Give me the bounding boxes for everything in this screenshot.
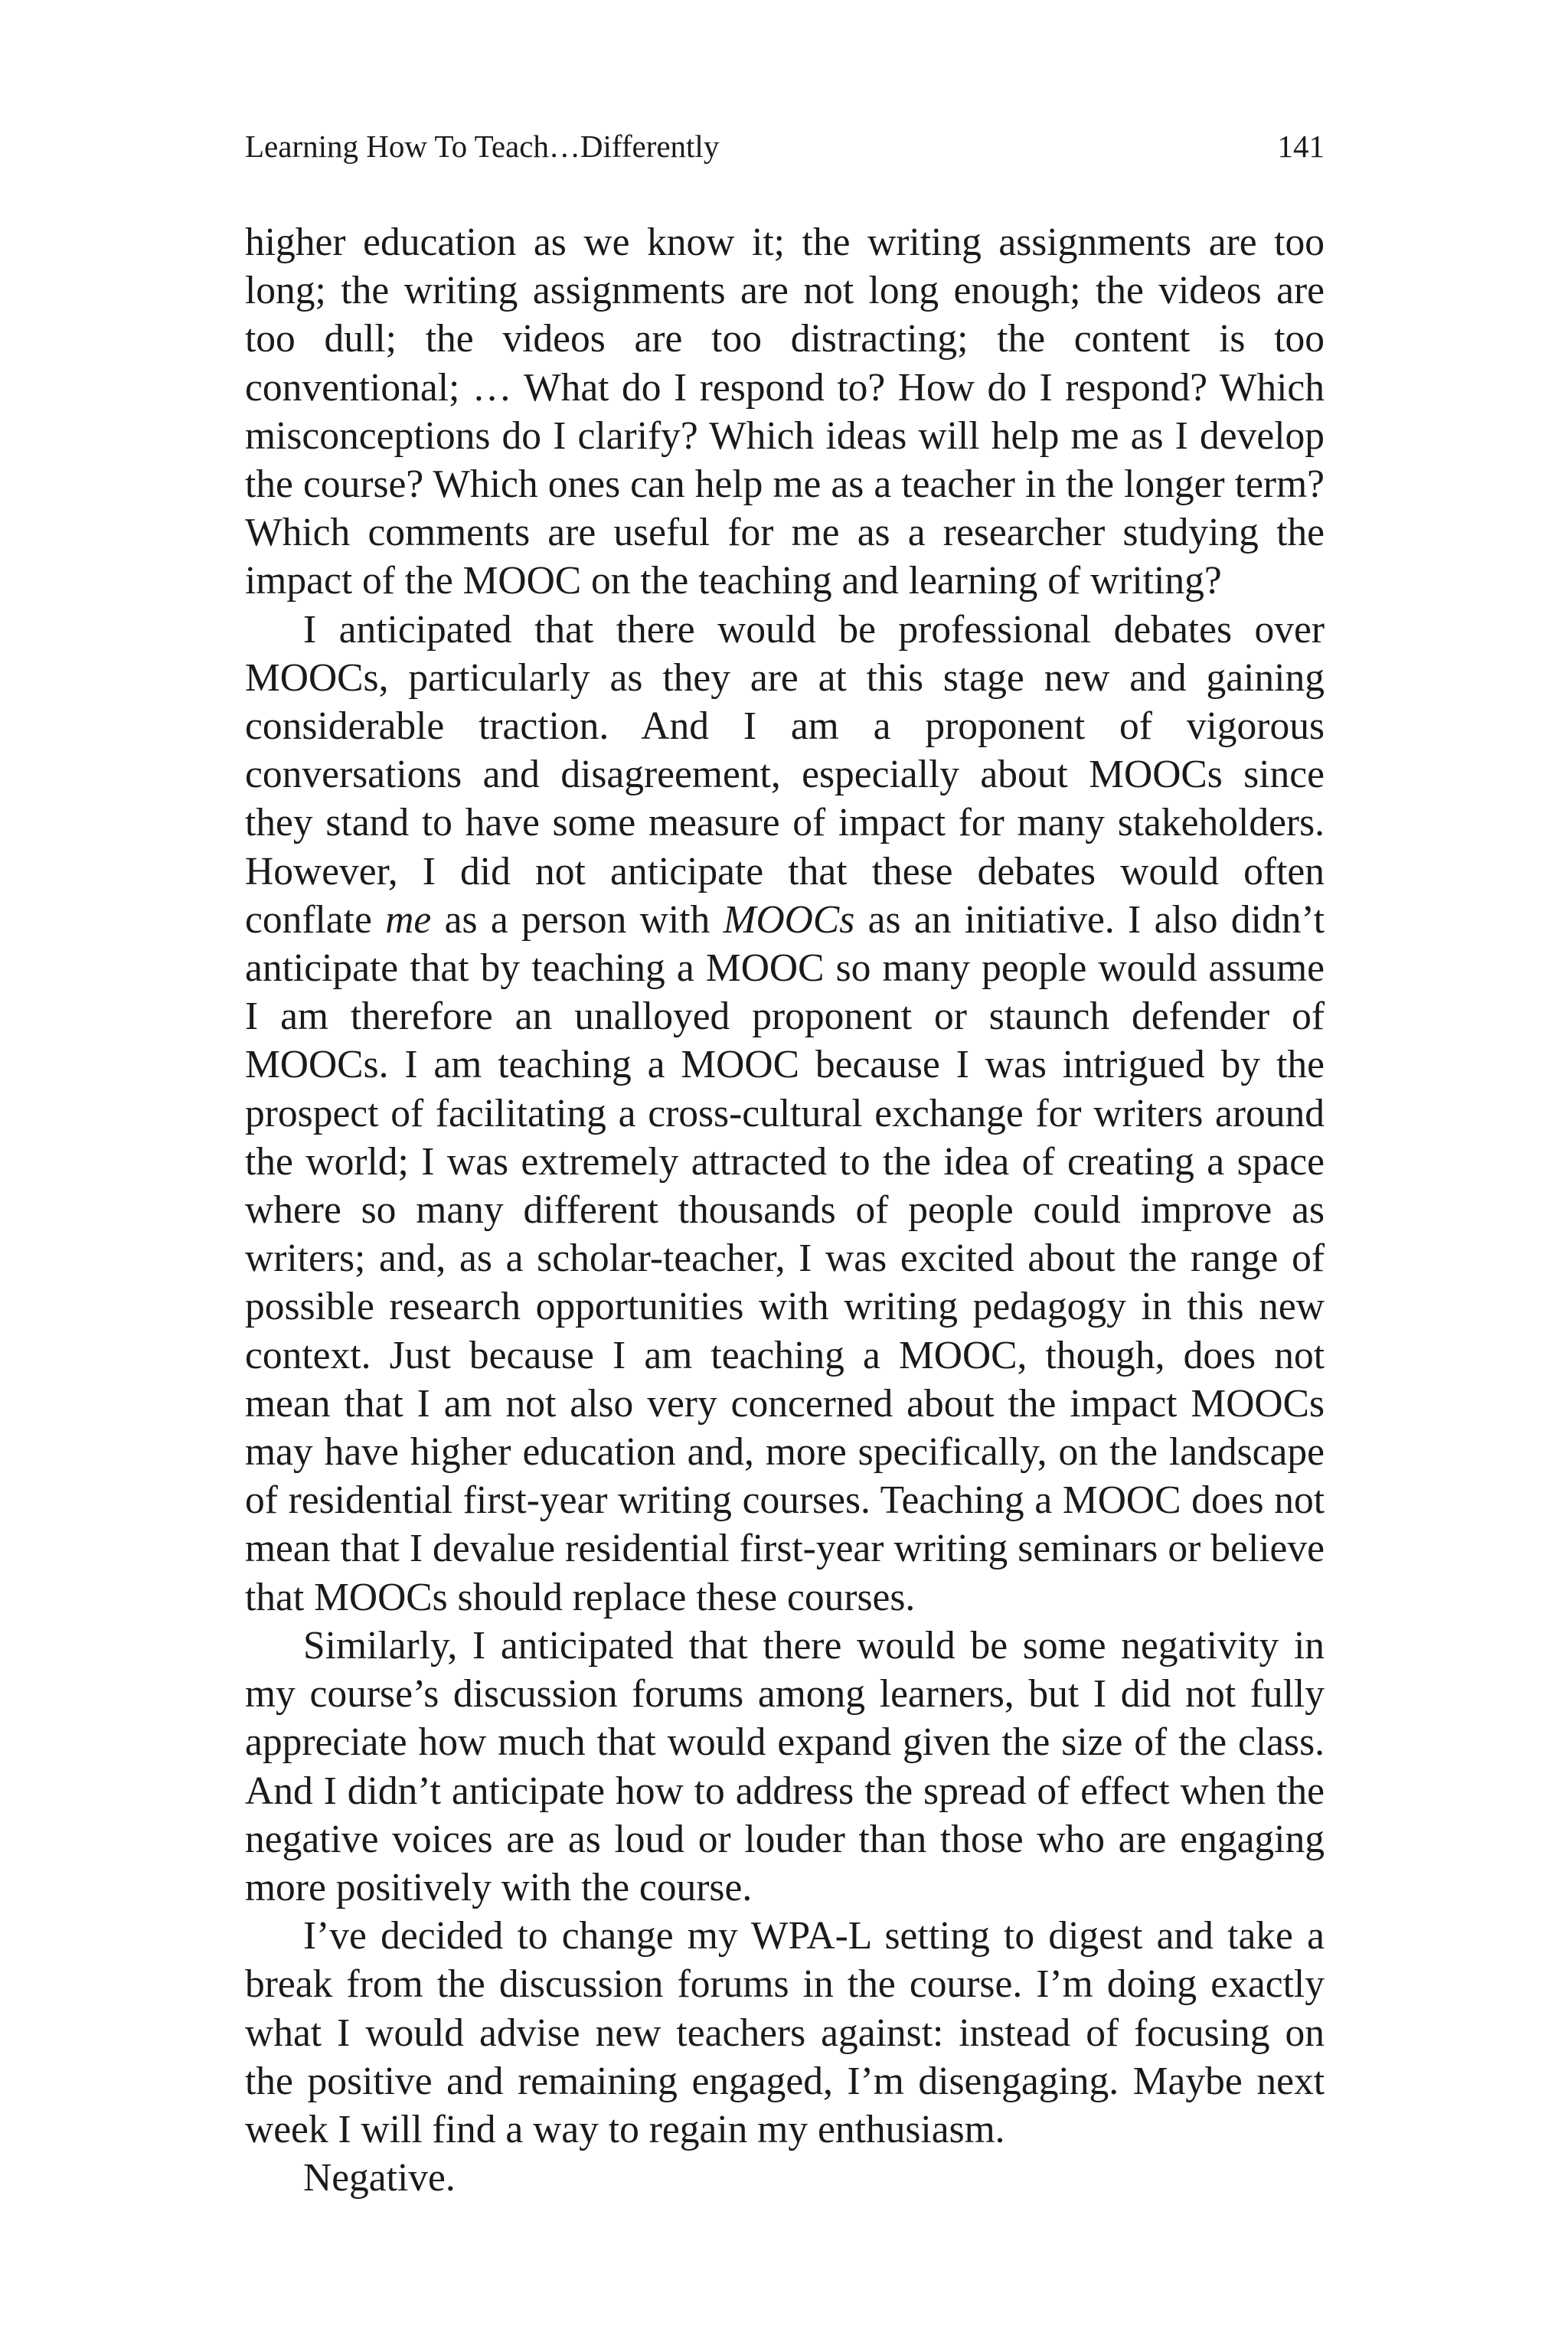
paragraph-4: I’ve decided to change my WPA-L setting to digest and take a break from the discussion forums in the course. I’m doing exactly what I would advise new teachers against: instead of focusing on the positive and remaining engaged, I’m disengaging. Maybe next week I will find a way to regain my enthusiasm. bbox=[245, 1914, 1325, 2151]
emphasis-moocs: MOOCs bbox=[723, 897, 855, 942]
paragraph-5: Negative. bbox=[303, 2156, 456, 2200]
paragraph-2-text-a: I anticipated that there would be professional debates over MOOCs, particularly as they are at this stage new and gaining considerable traction. And I am a proponent of vigorous conversations and disagreement, especially about MOOCs since they stand to have some measure of impact for many stakeholders. However, I did not anticipate that these debates would often conflate bbox=[245, 607, 1325, 942]
paragraph-2-text-c: as an initiative. I also didn’t anticipate that by teaching a MOOC so many people would assume I am therefore an unalloyed proponent or staunch defender of MOOCs. I am teaching a MOOC because I was intrigued by the prospect of facilitating a cross-cultural exchange for writers around the world; I was extremely attracted to the idea of creating a space where so many different thousands of people could improve as writers; and, as a scholar-teacher, I was excited about the range of possible research opportunities with writing pedagogy in this new context. Just because I am teaching a MOOC, though, does not mean that I am not also very concerned about the impact MOOCs may have higher education and, more specifically, on the landscape of residential first-year writing courses. Teaching a MOOC does not mean that I devalue residential first-year writing seminars or believe that MOOCs should replace these courses. bbox=[245, 897, 1325, 1619]
emphasis-me: me bbox=[385, 897, 432, 942]
running-head bbox=[245, 127, 1325, 165]
body-text bbox=[245, 218, 1325, 2202]
paragraph-2 bbox=[245, 606, 1325, 1622]
page-number: 141 bbox=[1277, 129, 1325, 164]
paragraph-3: Similarly, I anticipated that there would be some negativity in my course’s discussion forums among learners, but I did not fully appreciate how much that would expand given the size of the class. And I didn’t anticipate how to address the spread of effect when the negative voices are as loud or louder than those who are engaging more positively with the course. bbox=[245, 1623, 1325, 1909]
running-title: Learning How To Teach…Differently bbox=[245, 129, 720, 164]
paragraph-1: higher education as we know it; the writing assignments are too long; the writing assignments are not long enough; the videos are too dull; the videos are too distracting; the content is too conventional; … What do I respond to? How do I respond? Which misconceptions do I clarify? Which ideas will help me as I develop the course? Which ones can help me as a teacher in the longer term? Which comments are useful for me as a researcher studying the impact of the MOOC on the teaching and learning of writing? bbox=[245, 220, 1325, 603]
paragraph-2-text-b: as a person with bbox=[431, 897, 724, 942]
